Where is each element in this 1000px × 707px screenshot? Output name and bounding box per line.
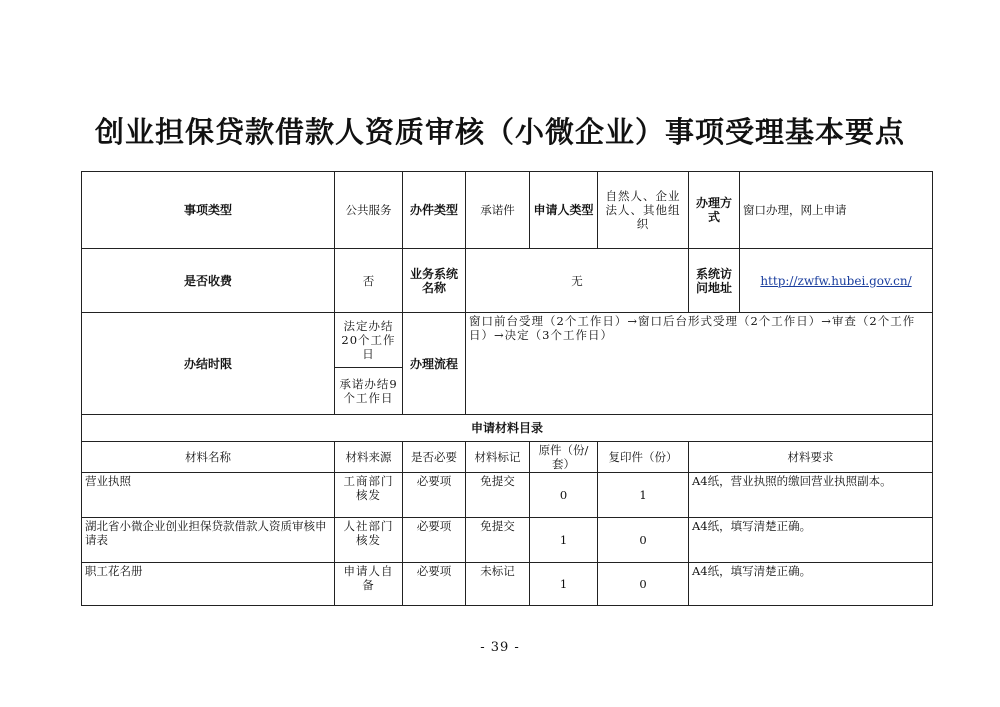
material-name: 营业执照 xyxy=(82,473,335,518)
material-copy-count: 0 xyxy=(598,563,689,606)
header-material-source: 材料来源 xyxy=(335,442,403,473)
material-requirement: A4纸，填写清楚正确。 xyxy=(689,518,933,563)
legal-limit: 法定办结20个工作日 xyxy=(335,313,403,368)
page-number: - 39 - xyxy=(480,640,520,655)
header-material-name: 材料名称 xyxy=(82,442,335,473)
material-requirement: A4纸，填写清楚正确。 xyxy=(689,563,933,606)
header-required: 是否必要 xyxy=(403,442,466,473)
material-copy-count: 1 xyxy=(598,473,689,518)
table-row xyxy=(82,473,933,518)
acceptance-points-table xyxy=(81,171,933,606)
item-type-value: 公共服务 xyxy=(335,172,403,249)
fee-value: 否 xyxy=(335,249,403,313)
table-row xyxy=(82,563,933,606)
system-url-link[interactable]: http://zwfw.hubei.gov.cn/ xyxy=(760,273,912,288)
material-mark: 免提交 xyxy=(466,518,530,563)
handle-type-value: 承诺件 xyxy=(466,172,530,249)
material-original-count: 0 xyxy=(530,473,598,518)
process-value: 窗口前台受理（2个工作日）→窗口后台形式受理（2个工作日）→审查（2个工作日）→决定（3个工作日） xyxy=(466,313,933,415)
method-label: 办理方式 xyxy=(689,172,740,249)
material-source: 工商部门核发 xyxy=(335,473,403,518)
header-original: 原件（份/套） xyxy=(530,442,598,473)
material-original-count: 1 xyxy=(530,563,598,606)
system-url-label: 系统访问地址 xyxy=(689,249,740,313)
time-limit-label: 办结时限 xyxy=(82,313,335,415)
header-requirement: 材料要求 xyxy=(689,442,933,473)
material-copy-count: 0 xyxy=(598,518,689,563)
handle-type-label: 办件类型 xyxy=(403,172,466,249)
material-requirement: A4纸，营业执照的缴回营业执照副本。 xyxy=(689,473,933,518)
material-mark: 免提交 xyxy=(466,473,530,518)
process-label: 办理流程 xyxy=(403,313,466,415)
header-copy: 复印件（份） xyxy=(598,442,689,473)
materials-section-title: 申请材料目录 xyxy=(82,415,933,442)
promised-limit: 承诺办结9个工作日 xyxy=(335,368,403,415)
material-mark: 未标记 xyxy=(466,563,530,606)
material-source: 人社部门核发 xyxy=(335,518,403,563)
fee-label: 是否收费 xyxy=(82,249,335,313)
header-mark: 材料标记 xyxy=(466,442,530,473)
material-required: 必要项 xyxy=(403,563,466,606)
material-required: 必要项 xyxy=(403,473,466,518)
system-name-label: 业务系统名称 xyxy=(403,249,466,313)
material-source: 申请人自备 xyxy=(335,563,403,606)
document-title: 创业担保贷款借款人资质审核（小微企业）事项受理基本要点 xyxy=(94,115,905,149)
item-type-label: 事项类型 xyxy=(82,172,335,249)
material-original-count: 1 xyxy=(530,518,598,563)
system-url-cell xyxy=(740,249,933,313)
applicant-type-label: 申请人类型 xyxy=(530,172,598,249)
material-name: 湖北省小微企业创业担保贷款借款人资质审核申请表 xyxy=(82,518,335,563)
material-required: 必要项 xyxy=(403,518,466,563)
applicant-type-value: 自然人、企业法人、其他组织 xyxy=(598,172,689,249)
table-row xyxy=(82,518,933,563)
material-name: 职工花名册 xyxy=(82,563,335,606)
system-name-value: 无 xyxy=(466,249,689,313)
method-value: 窗口办理，网上申请 xyxy=(740,172,933,249)
